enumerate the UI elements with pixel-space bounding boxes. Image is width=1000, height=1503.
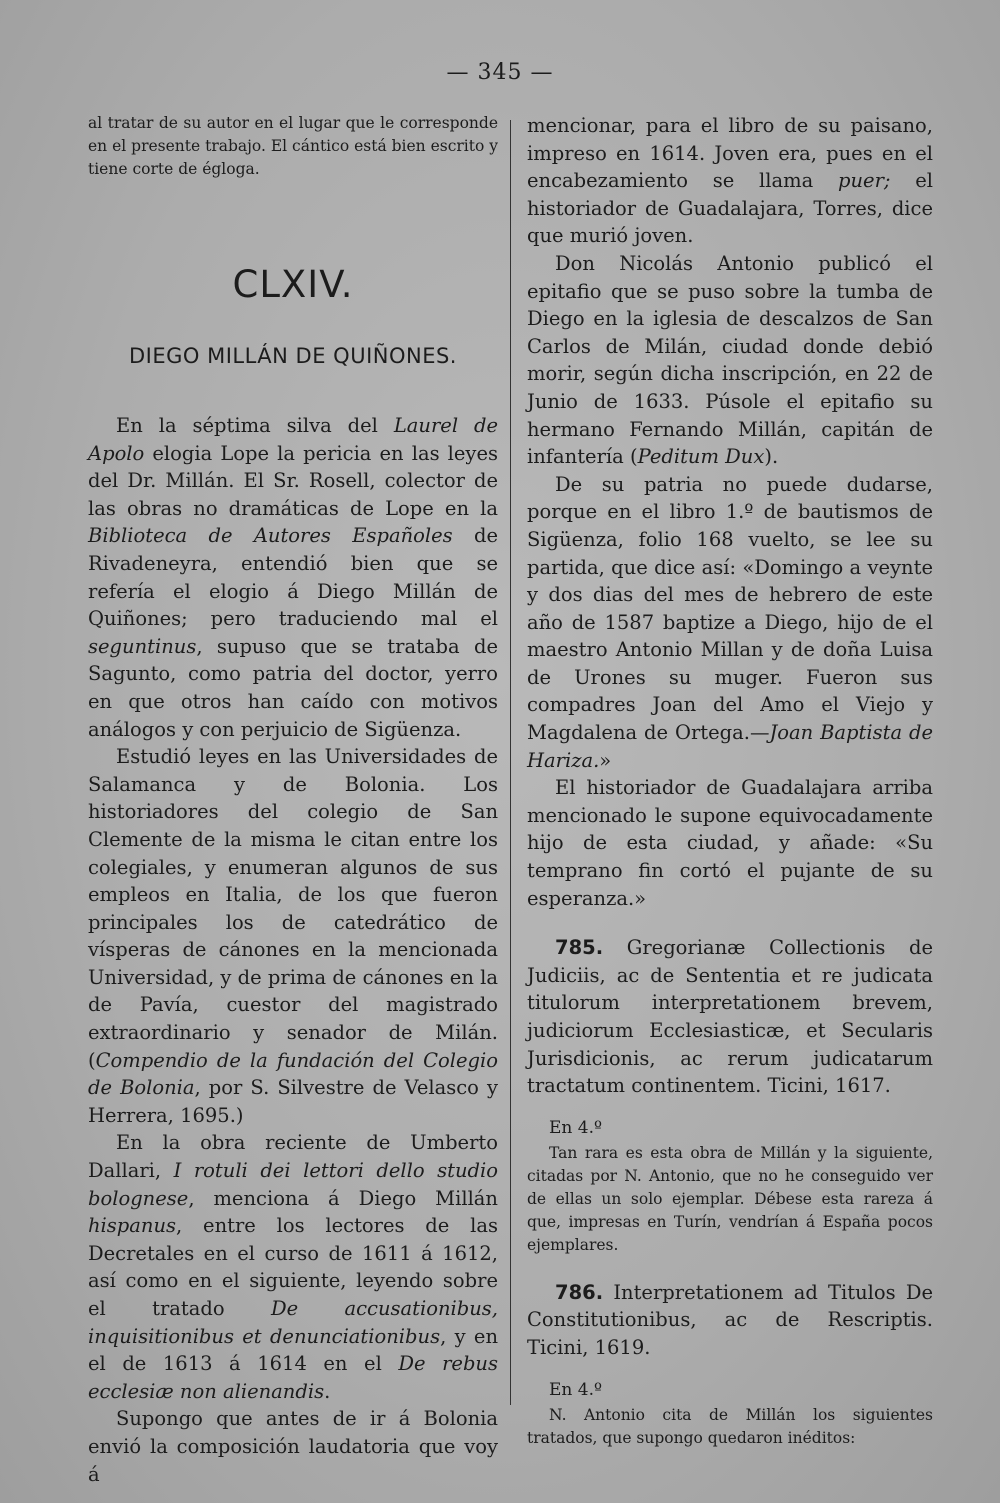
paragraph-supongo: Supongo que antes de ir á Bolonia envió la composición laudatoria que voy á [88, 1407, 498, 1486]
page-number: — 345 — [446, 60, 554, 85]
section-number: CLXIV. [232, 263, 354, 306]
entry-786-text: 786. Interpretationem ad Titulos De Constitutionibus, ac de Rescriptis. Ticini, 1619. [527, 1280, 933, 1359]
section-title: DIEGO MILLÁN DE QUIÑONES. [129, 344, 457, 368]
entry-785-number: 785. [555, 936, 604, 960]
column-divider [510, 120, 511, 1405]
intro-paragraph: al tratar de su autor en el lugar que le corresponde en el presente trabajo. El cántico está bien escrito y tiene corte de égloga. [88, 114, 498, 178]
right-column [527, 112, 933, 1450]
paragraph-guadalajara: El historiador de Guadalajara arriba mencionado le supone equivocadamente hijo de esta ciudad, y añade: «Su temprano fin cortó el pujante de su esperanza.» [527, 776, 933, 910]
paragraph-bautismo: De su patria no puede dudarse, porque en el libro 1.º de bautismos de Sigüenza, folio 168 vuelto, se lee su partida, que dice así: «Domingo a veynte y dos dias del mes de hebrero de este año de 1587 baptize a Diego, hijo de el maestro Antonio Millan y de doña Luisa de Urones su muger. Fueron sus compadres Joan del Amo el Viejo y Magdalena de Ortega.—Joan Baptista de Hariza.» [527, 472, 933, 772]
paragraph-epitafio: Don Nicolás Antonio publicó el epitafio que se puso sobre la tumba de Diego en la iglesia de descalzos de San Carlos de Milán, ciudad donde debió morir, según dicha inscripción, en 22 de Junio de 1633. Púsole el epitafio su hermano Fernando Millán, capitán de infantería (Peditum Dux). [527, 251, 933, 469]
entry-785 [527, 934, 933, 1257]
paragraph-mencionar: mencionar, para el libro de su paisano, impreso en 1614. Joven era, pues en el encabezamiento se llama puer; el historiador de Guadalajara, Torres, dice que murió joven. [527, 114, 933, 248]
entry-785-note: Tan rara es esta obra de Millán y la siguiente, citadas por N. Antonio, que no he conseguido ver de ellas un solo ejemplar. Débese esta rareza á que, impresas en Turín, vendrían á España pocos ejemplares. [527, 1143, 933, 1254]
entry-786-format: En 4.º [549, 1379, 602, 1400]
paragraph-estudio: Estudió leyes en las Universidades de Salamanca y de Bolonia. Los historiadores del colegio de San Clemente de la misma le citan entre los colegiales, y enumeran algunos de sus empleos en Italia, de los que fueron principales los de catedrático de vísperas de cánones en la mencionada Universidad, y de prima de cánones en la de Pavía, cuestor del magistrado extraordinario y senador de Milán. (Compendio de la fundación del Colegio de Bolonia, por S. Silvestre de Velasco y Herrera, 1695.) [88, 745, 498, 1127]
paragraph-dallari: En la obra reciente de Umberto Dallari, I rotuli dei lettori dello studio bolognese, menciona á Diego Millán hispanus, entre los lectores de las Decretales en el curso de 1611 á 1612, así como en el siguiente, leyendo sobre el tratado De accusationibus, inquisitionibus et denunciationibus, y en el de 1613 á 1614 en el De rebus ecclesiæ non alienandis. [88, 1131, 498, 1403]
entry-786-note: N. Antonio cita de Millán los siguientes tratados, que supongo quedaron inéditos: [527, 1405, 933, 1447]
paragraph-laurel: En la séptima silva del Laurel de Apolo elogia Lope la pericia en las leyes del Dr. Millán. El Sr. Rosell, colector de las obras no dramáticas de Lope en la Biblioteca de Autores Españoles de Rivadeneyra, entendió bien que se refería el elogio á Diego Millán de Quiñones; pero traduciendo mal el seguntinus, supuso que se trataba de Sagunto, como patria del doctor, yerro en que otros han caído con motivos análogos y con perjuicio de Sigüenza. [88, 414, 499, 741]
entry-785-text: 785. Gregorianæ Collectionis de Judiciis, ac de Sententia et re judicata titulorum interpretationem brevem, judiciorum Ecclesiasticæ, et Secularis Jurisdicionis, ac rerum judicatarum tractatum continentem. Ticini, 1617. [527, 936, 933, 1098]
left-column [88, 112, 498, 1488]
entry-786-number: 786. [555, 1280, 604, 1304]
entry-785-format: En 4.º [549, 1117, 602, 1138]
entry-786 [527, 1279, 933, 1450]
